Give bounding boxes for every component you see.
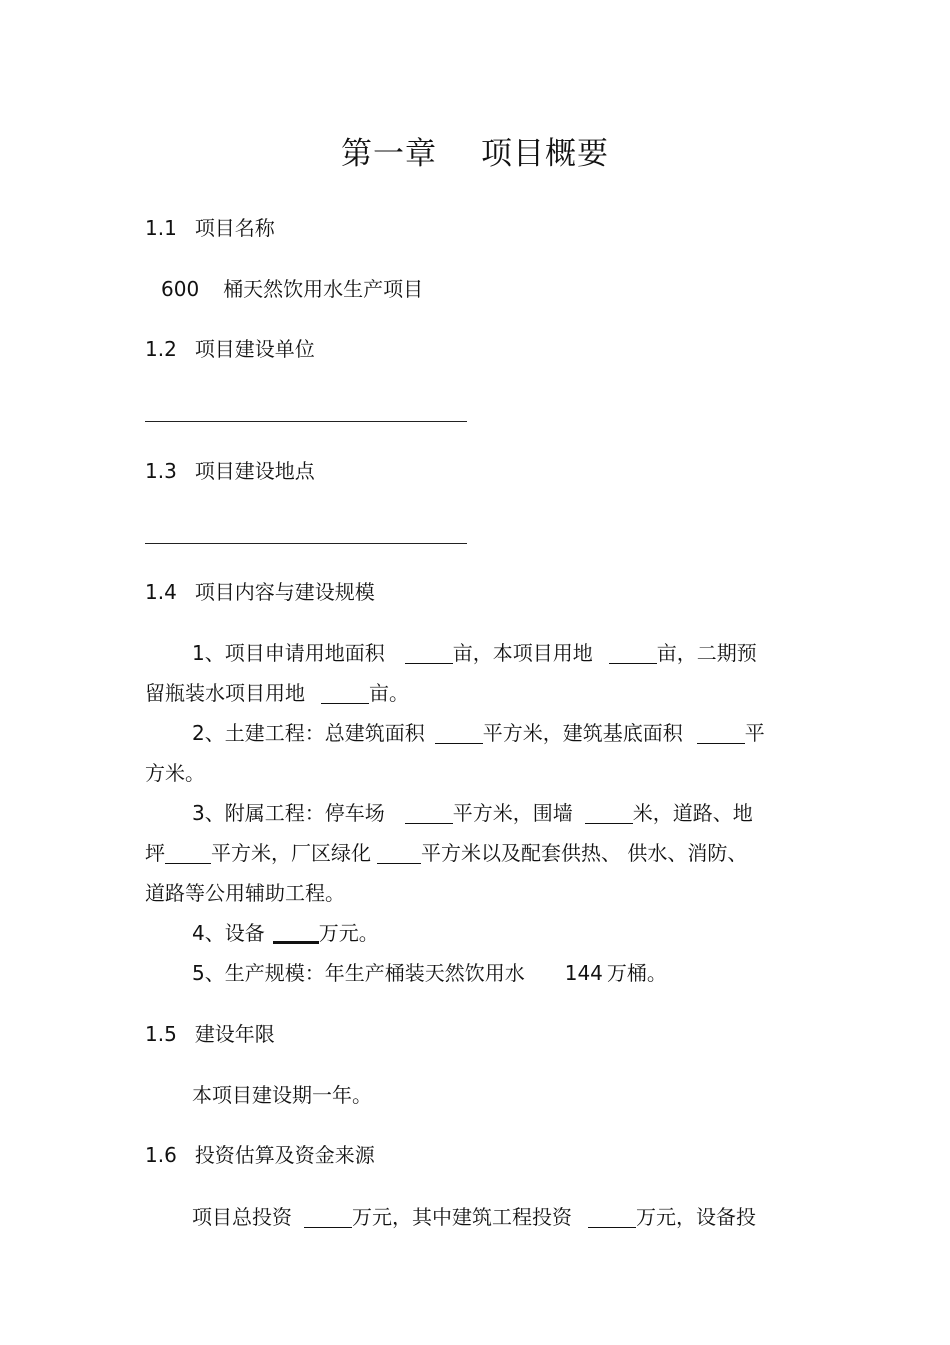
fill-blank (405, 641, 453, 664)
item-text: 亩，二期预 (656, 641, 757, 665)
item-text: 坪 (145, 841, 165, 865)
item-3-line-3 (145, 879, 345, 907)
item-2-line-1 (192, 719, 765, 747)
project-name-text: 桶天然饮用水生产项目 (223, 277, 424, 301)
fill-blank (304, 1205, 352, 1228)
section-number: 1.4 (145, 580, 177, 604)
item-text: 留瓶装水项目用地 (145, 681, 305, 705)
item-text: 平 (744, 721, 765, 745)
project-name (161, 275, 423, 303)
item-text: 2、土建工程：总建筑面积 (192, 721, 425, 745)
fill-blank (585, 801, 633, 824)
item-5 (192, 959, 667, 987)
item-3-line-1 (192, 799, 753, 827)
item-text: 平方米，建筑基底面积 (482, 721, 683, 745)
chapter-title (0, 128, 950, 173)
chapter-number: 第一章 (341, 136, 437, 172)
fill-blank (609, 641, 657, 664)
item-text: 本项目建设期一年。 (192, 1083, 372, 1107)
item-text: 平方米，围墙 (452, 801, 573, 825)
section-label: 项目名称 (194, 216, 275, 240)
fill-blank (273, 919, 319, 944)
item-text: 1、项目申请用地面积 (192, 641, 385, 665)
fill-blank (321, 681, 369, 704)
item-text: 方米。 (145, 761, 205, 785)
item-text: 万元，设备投 (636, 1205, 756, 1229)
item-3-line-2 (145, 839, 747, 867)
section-heading-1-6 (145, 1141, 375, 1169)
item-text: 道路等公用辅助工程。 (145, 881, 345, 905)
section-heading-1-2 (145, 335, 315, 363)
section-number: 1.5 (145, 1022, 177, 1046)
item-text: 万桶。 (606, 961, 667, 985)
item-text: 4、设备 (192, 921, 265, 945)
fill-blank (405, 801, 453, 824)
section-label: 项目建设地点 (194, 459, 315, 483)
blank-line-construction-site (145, 543, 467, 544)
section-heading-1-1 (145, 214, 275, 242)
section-heading-1-3 (145, 457, 315, 485)
item-1-line-2 (145, 679, 409, 707)
item-text: 米，道路、地 (632, 801, 753, 825)
blank-line-construction-unit (145, 421, 467, 422)
section-label: 建设年限 (194, 1022, 275, 1046)
item-4 (192, 919, 379, 947)
fill-blank (165, 841, 211, 864)
item-text: 3、附属工程：停车场 (192, 801, 385, 825)
item-2-line-2 (145, 759, 205, 787)
section-number: 1.1 (145, 216, 177, 240)
section-number: 1.6 (145, 1143, 177, 1167)
section-label: 项目内容与建设规模 (194, 580, 375, 604)
chapter-name: 项目概要 (481, 136, 609, 172)
item-text: 万元，其中建筑工程投资 (352, 1205, 572, 1229)
section-heading-1-5 (145, 1020, 275, 1048)
item-text: 项目总投资 (192, 1205, 292, 1229)
item-text: 平方米，厂区绿化 (211, 841, 371, 865)
fill-blank (697, 721, 745, 744)
item-text: 5、生产规模：年生产桶装天然饮用水 (192, 961, 525, 985)
item-text: 亩，本项目用地 (452, 641, 593, 665)
item-text: 万元。 (318, 921, 379, 945)
item-text: 亩。 (369, 681, 409, 705)
section-heading-1-4 (145, 578, 375, 606)
investment-line-1 (192, 1203, 756, 1231)
fill-blank (435, 721, 483, 744)
fill-blank (377, 841, 421, 864)
section-label: 投资估算及资金来源 (194, 1143, 375, 1167)
item-text: 平方米以及配套供热、 供水、消防、 (421, 841, 748, 865)
item-1-line-1 (192, 639, 757, 667)
section-number: 1.3 (145, 459, 177, 483)
project-name-number: 600 (161, 277, 200, 301)
section-label: 项目建设单位 (194, 337, 315, 361)
construction-period (192, 1081, 372, 1109)
section-number: 1.2 (145, 337, 177, 361)
fill-blank (588, 1205, 636, 1228)
production-capacity-value: 144 (564, 961, 603, 985)
